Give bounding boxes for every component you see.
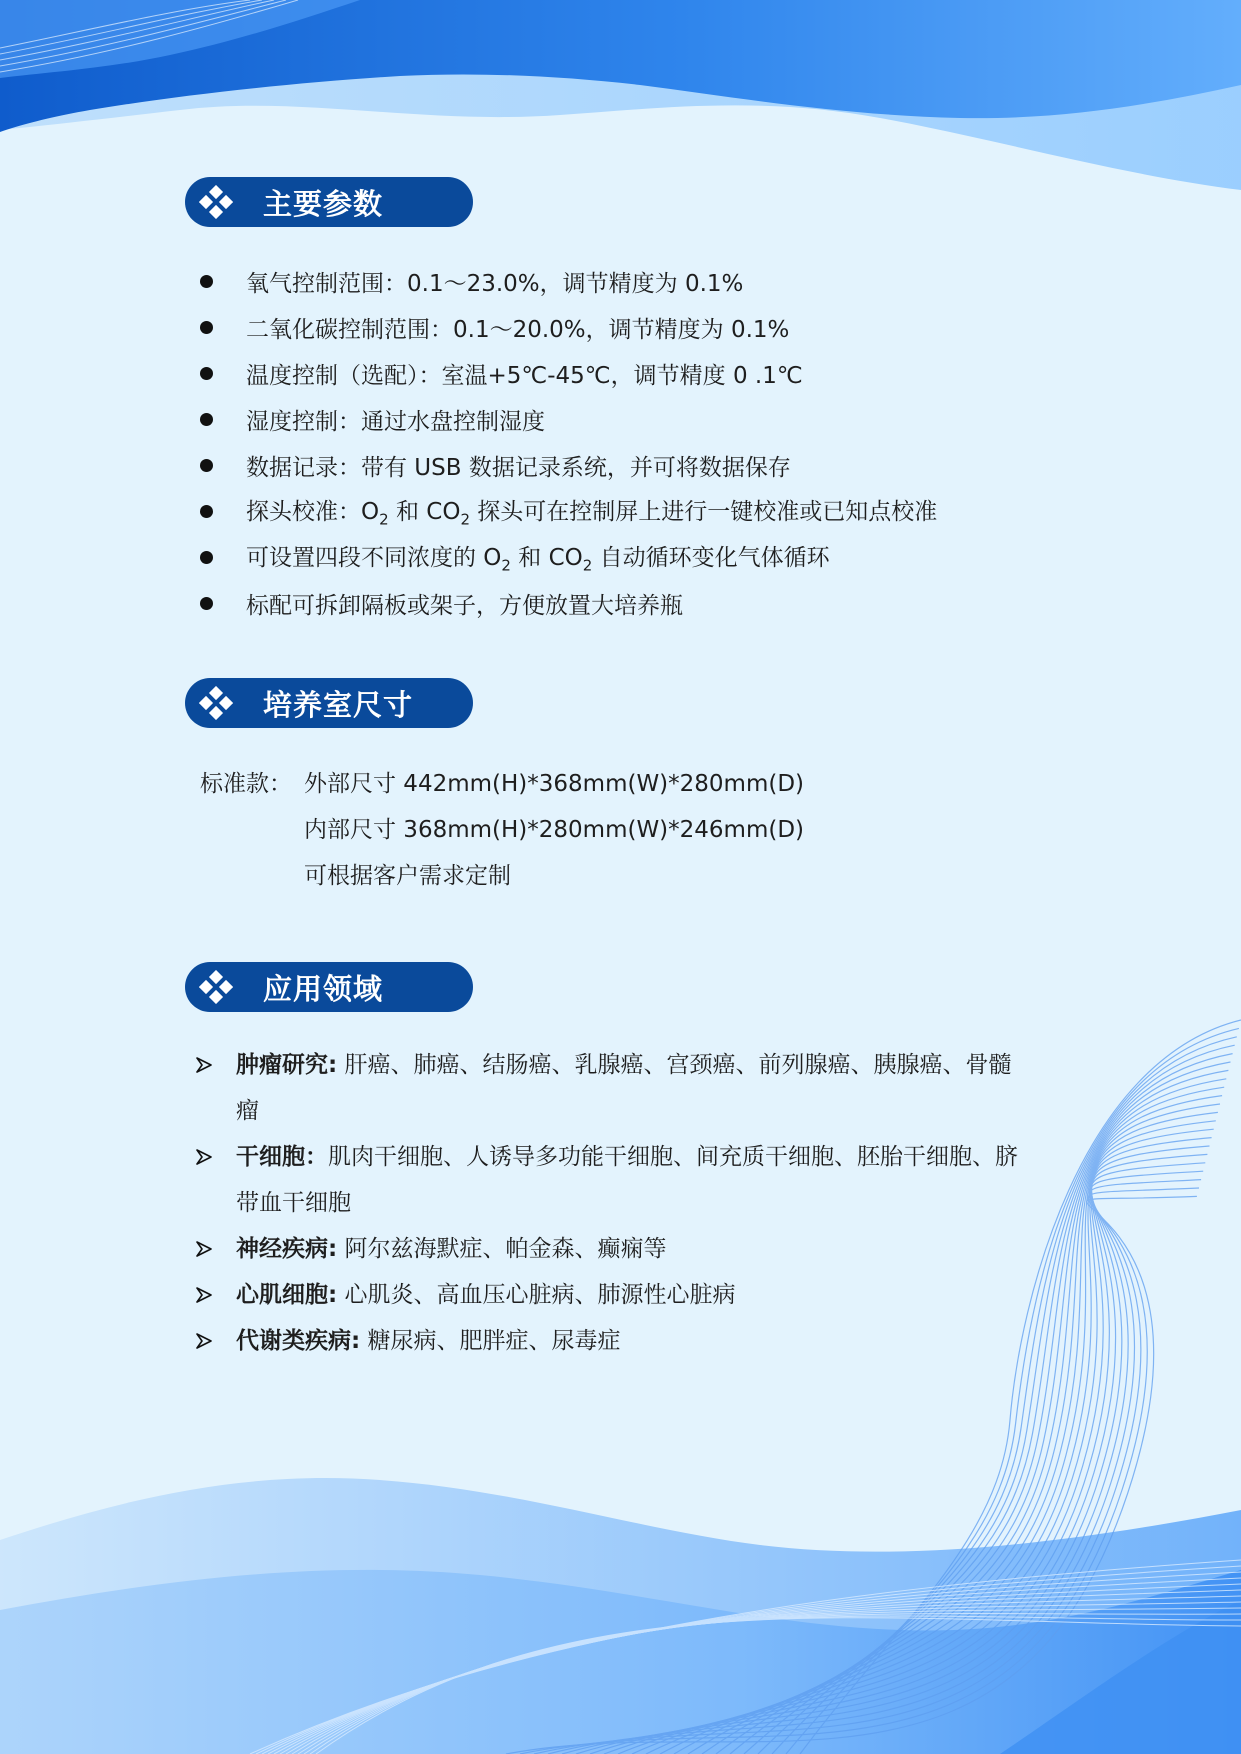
diamond-cluster-icon [199, 686, 233, 720]
list-item [196, 1272, 1018, 1318]
section-header-dimensions [185, 678, 473, 728]
dimensions-row [200, 804, 804, 850]
application-label: 干细胞： [236, 1144, 328, 1170]
param-text: 氧气控制范围：0.1～23.0%，调节精度为 0.1% [246, 270, 744, 297]
bullet-dot-icon [200, 275, 213, 288]
param-text: 探头校准：$O_2$ 和 $CO_2$ 探头可在控制屏上进行一键校准或已知点校准 [246, 499, 938, 529]
list-item [196, 1318, 1018, 1364]
list-item [196, 1042, 1018, 1134]
param-text: 温度控制（选配）：室温+5℃-45℃，调节精度 0 .1℃ [246, 362, 803, 389]
list-item [200, 258, 937, 304]
dimensions-line: 可根据客户需求定制 [304, 862, 511, 889]
application-text: 糖尿病、肥胖症、尿毒症 [360, 1328, 621, 1354]
arrow-bullet-icon [196, 1149, 212, 1165]
application-label: 神经疾病: [236, 1236, 338, 1262]
bullet-dot-icon [200, 367, 213, 380]
param-text: 二氧化碳控制范围：0.1～20.0%，调节精度为 0.1% [246, 316, 790, 343]
param-text: 标配可拆卸隔板或架子，方便放置大培养瓶 [246, 592, 683, 619]
arrow-bullet-icon [196, 1057, 212, 1073]
bullet-dot-icon [200, 505, 213, 518]
application-text: 肌肉干细胞、人诱导多功能干细胞、间充质干细胞、胚胎干细胞、脐带血干细胞 [236, 1144, 1018, 1216]
arrow-bullet-icon [196, 1287, 212, 1303]
applications-list [196, 1042, 1018, 1364]
section-title: 应用领域 [263, 971, 384, 1006]
bullet-dot-icon [200, 459, 213, 472]
section-header-params [185, 177, 473, 227]
list-item [200, 580, 937, 626]
dimensions-row [200, 850, 804, 896]
list-item [200, 350, 937, 396]
param-text: 可设置四段不同浓度的 $O_2$ 和 $CO_2$ 自动循环变化气体循环 [246, 545, 830, 575]
arrow-bullet-icon [196, 1241, 212, 1257]
list-item [200, 488, 937, 534]
bullet-dot-icon [200, 413, 213, 426]
diamond-cluster-icon [199, 185, 233, 219]
diamond-cluster-icon [199, 970, 233, 1004]
list-item [196, 1226, 1018, 1272]
dimensions-line: 内部尺寸 368mm(H)*280mm(W)*246mm(D) [304, 816, 805, 843]
dimensions-line: 外部尺寸 442mm(H)*368mm(W)*280mm(D) [304, 770, 805, 797]
application-label: 肿瘤研究: [236, 1052, 338, 1078]
application-text: 肝癌、肺癌、结肠癌、乳腺癌、宫颈癌、前列腺癌、胰腺癌、骨髓瘤 [236, 1052, 1012, 1124]
bullet-dot-icon [200, 321, 213, 334]
param-text: 湿度控制：通过水盘控制湿度 [246, 408, 545, 435]
dimensions-label: 标准款： [200, 770, 292, 797]
list-item [200, 534, 937, 580]
application-label: 心肌细胞: [236, 1282, 338, 1308]
application-label: 代谢类疾病: [236, 1328, 361, 1354]
param-text: 数据记录：带有 USB 数据记录系统，并可将数据保存 [246, 454, 791, 481]
list-item [200, 442, 937, 488]
list-item [200, 396, 937, 442]
arrow-bullet-icon [196, 1333, 212, 1349]
bullet-dot-icon [200, 551, 213, 564]
params-list [200, 258, 937, 626]
list-item [196, 1134, 1018, 1226]
application-text: 心肌炎、高血压心脏病、肺源性心脏病 [337, 1282, 736, 1308]
section-title: 主要参数 [263, 186, 384, 221]
application-text: 阿尔兹海默症、帕金森、癫痫等 [337, 1236, 667, 1262]
section-title: 培养室尺寸 [263, 687, 414, 722]
section-header-applications [185, 962, 473, 1012]
dimensions-block [200, 758, 804, 896]
bullet-dot-icon [200, 597, 213, 610]
dimensions-row [200, 758, 804, 804]
list-item [200, 304, 937, 350]
